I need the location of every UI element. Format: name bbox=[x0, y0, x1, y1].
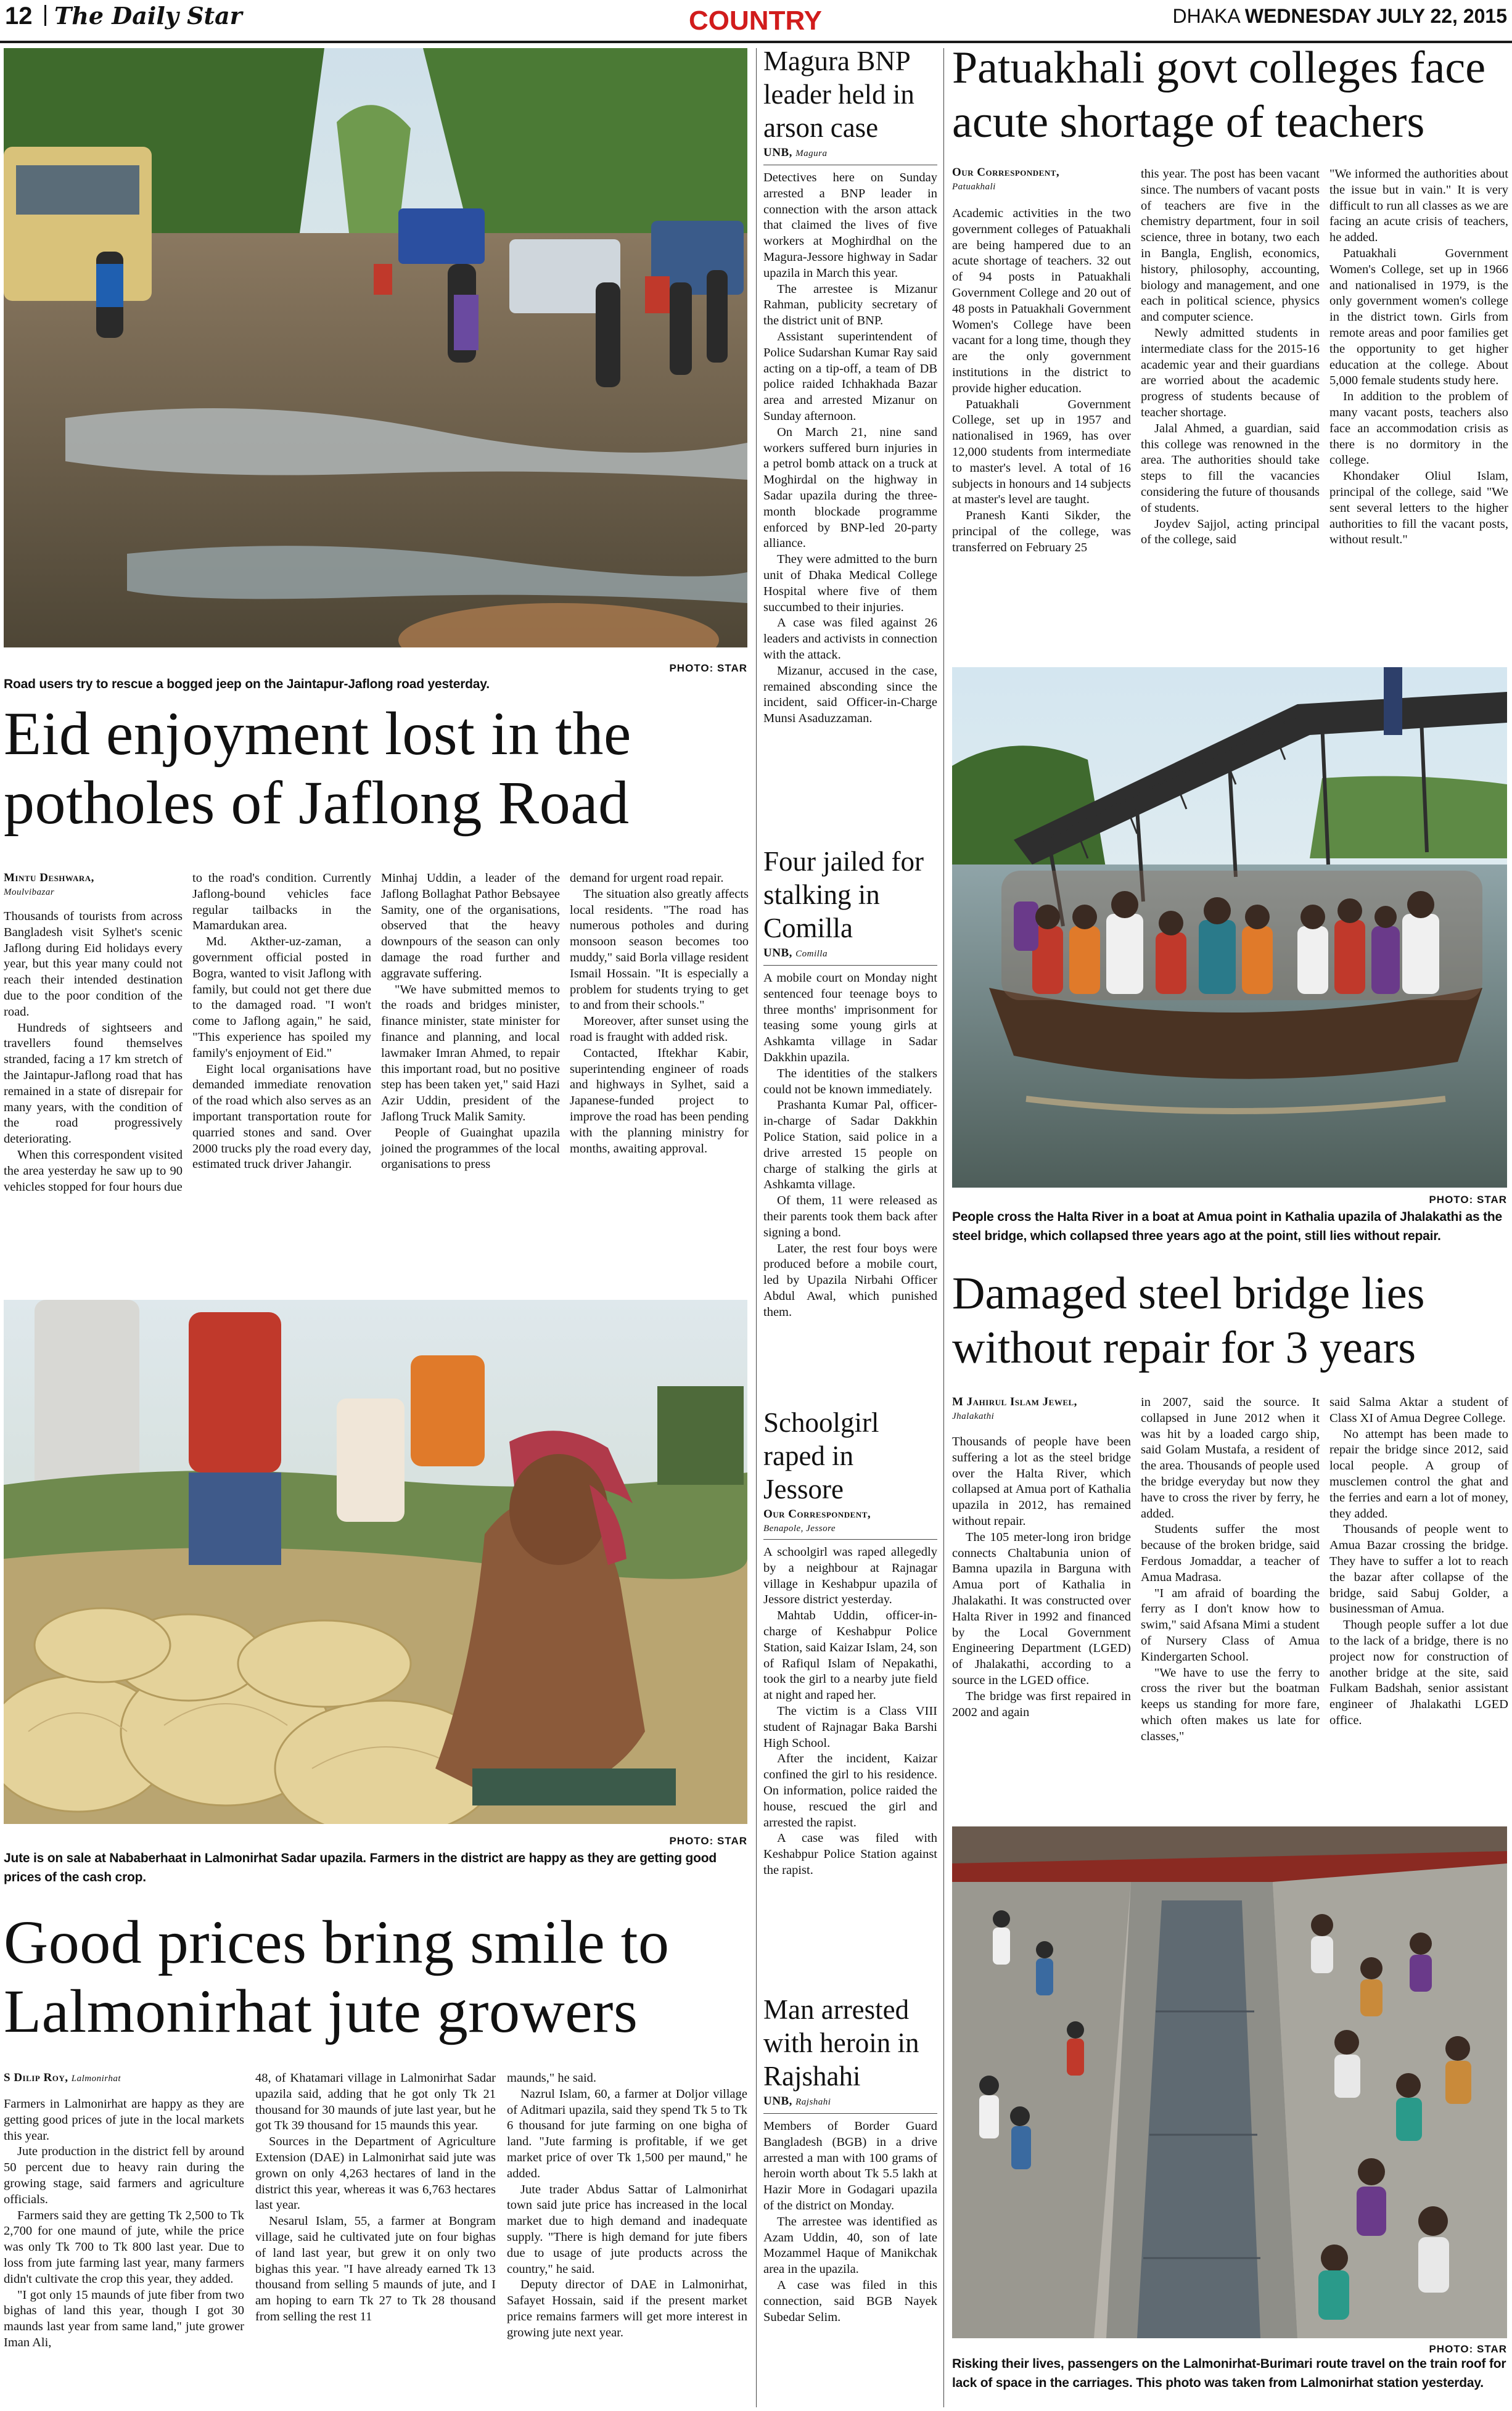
jute-col-3 bbox=[507, 2071, 747, 2341]
column-rule bbox=[943, 48, 944, 2407]
brief-byline-name: UNB, bbox=[763, 2095, 792, 2108]
paragraph: A case was filed with Keshabpur Police Station against the rapist. bbox=[763, 1831, 937, 1877]
paragraph: Joydev Sajjol, acting principal of the college, said bbox=[1141, 517, 1320, 547]
paragraph: Moreover, after sunset using the road is fraught with added risk. bbox=[570, 1014, 749, 1044]
brief-magura bbox=[763, 44, 937, 727]
brief-body bbox=[763, 2119, 937, 2325]
header-divider bbox=[44, 5, 46, 26]
paragraph: Khondaker Oliul Islam, principal of the college, said "We sent several letters to the higher authorities to fill the vacant posts, without result." bbox=[1329, 469, 1508, 547]
paragraph: Later, the rest four boys were produced before a mobile court, led by Upazila Nirbahi Officer Abdul Awal, which punished them. bbox=[763, 1241, 937, 1319]
patuakhali-byline-location: Patuakhali bbox=[952, 182, 996, 192]
brief-rule bbox=[763, 965, 937, 966]
jaflong-byline bbox=[4, 871, 183, 899]
paragraph: Deputy director of DAE in Lalmonirhat, Safayet Hossain, said if the present market price remains farmers will get more interest in growing jute next year. bbox=[507, 2278, 747, 2339]
brief-byline-location: Rajshahi bbox=[795, 2097, 831, 2107]
patuakhali-col-2 bbox=[1141, 166, 1320, 548]
patuakhali-byline bbox=[952, 165, 1131, 194]
brief-headline: Four jailed for stalking in Comilla bbox=[763, 846, 924, 943]
jute-byline bbox=[4, 2071, 244, 2086]
jaflong-road-image bbox=[4, 48, 747, 647]
dateline-city: DHAKA bbox=[1172, 5, 1239, 27]
brief-byline-location: Benapole, Jessore bbox=[763, 1524, 836, 1534]
brief-byline-name: Our Correspondent, bbox=[763, 1508, 871, 1521]
dateline-date: WEDNESDAY JULY 22, 2015 bbox=[1244, 5, 1507, 27]
paragraph: Detectives here on Sunday arrested a BNP leader in connection with the arson attack that claimed the lives of five workers at Moghirdhal on the Magura-Jessore highway in Sadar upazila in March this year. bbox=[763, 171, 937, 280]
paragraph: In addition to the problem of many vacant posts, teachers also face an accommodation crisis as there is no dormitory in the college. bbox=[1329, 390, 1508, 467]
paragraph: to the road's condition. Currently Jaflong-bound vehicles face regular tailbacks in the Mamardukan area. bbox=[192, 871, 371, 933]
brief-byline-location: Magura bbox=[795, 149, 828, 158]
page-header bbox=[0, 0, 1512, 43]
paragraph: The bridge was first repaired in 2002 and again bbox=[952, 1689, 1131, 1719]
brief-body bbox=[763, 1545, 937, 1879]
patuakhali-headline: Patuakhali govt colleges face acute shortage of teachers bbox=[952, 43, 1486, 147]
paragraph: People of Guainghat upazila joined the programmes of the local organisations to press bbox=[381, 1125, 560, 1172]
brief-headline: Schoolgirl raped in Jessore bbox=[763, 1407, 879, 1505]
paragraph: Jute trader Abdus Sattar of Lalmonirhat town said jute price has increased in the local market due to high demand and inadequate supply. "There is high demand for jute fibers due to usage of jute products across the country," he said. bbox=[507, 2182, 747, 2276]
jaflong-photo-credit: PHOTO: STAR bbox=[669, 662, 747, 674]
paragraph: Minhaj Uddin, a leader of the Jaflong Bollaghat Pathor Bebsayee Samity, one of the organisations, observed that the heavy downpours of the season can only damage the road further and aggravate suffering. bbox=[381, 871, 560, 980]
train-photo-credit: PHOTO: STAR bbox=[1429, 2343, 1507, 2355]
train-roof-photo bbox=[952, 1826, 1507, 2338]
paragraph: When this correspondent visited the area yesterday he saw up to 90 vehicles stopped for four hours due bbox=[4, 1148, 183, 1194]
brief-byline bbox=[763, 1507, 937, 1535]
dateline bbox=[1173, 2, 1508, 30]
paragraph: in 2007, said the source. It collapsed in June 2012 when it was hit by a loaded cargo ship, said Golam Mustafa, a resident of the area. Thousands of people used the bridge everyday but now they have to cross the river by ferry, he added. bbox=[1141, 1395, 1320, 1521]
patuakhali-col-3 bbox=[1329, 166, 1508, 548]
bridge-col-3 bbox=[1329, 1395, 1508, 1729]
paragraph: The 105 meter-long iron bridge connects Chaltabunia union of Bamna upazila in Barguna with Amua port of Kathalia in Jhalakathi. It was constructed over Halta River in 1992 and financed by the Local Government Engineering Department (LGED) of Jhalakathi, according to a source in the LGED office. bbox=[952, 1530, 1131, 1687]
section-title: COUNTRY bbox=[689, 6, 822, 36]
jute-photo-credit: PHOTO: STAR bbox=[669, 1835, 747, 1847]
brief-byline bbox=[763, 946, 937, 961]
brief-byline bbox=[763, 2094, 937, 2109]
jaflong-col-4 bbox=[570, 871, 749, 1157]
bridge-caption: People cross the Halta River in a boat at Amua point in Kathalia upazila of Jhalakathi as the steel bridge, which collapsed three years ago at the point, still lies without repair. bbox=[952, 1210, 1503, 1243]
paragraph: Farmers said they are getting Tk 2,500 to Tk 2,700 for one maund of jute, while the price was only Tk 700 to Tk 800 last year. Due to loss from jute farming last year, many farmers didn't cultivate the crop this year, they added. bbox=[4, 2208, 244, 2286]
paragraph: After the incident, Kaizar confined the girl to his residence. On information, police raided the house, rescued the girl and arrested the rapist. bbox=[763, 1752, 937, 1830]
patuakhali-byline-name: Our Correspondent, bbox=[952, 166, 1060, 179]
paragraph: Jute production in the district fell by around 50 percent due to heavy rain during the growing stage, said farmers and agriculture officials. bbox=[4, 2145, 244, 2206]
brief-body bbox=[763, 971, 937, 1321]
jute-headline: Good prices bring smile to Lalmonirhat jute growers bbox=[4, 1908, 670, 2045]
bridge-photo-credit: PHOTO: STAR bbox=[1429, 1194, 1507, 1206]
jaflong-headline: Eid enjoyment lost in the potholes of Jaflong Road bbox=[4, 699, 631, 837]
brief-byline-name: UNB, bbox=[763, 947, 792, 959]
paragraph: Hundreds of sightseers and travellers found themselves stranded, facing a 17 km stretch of the Jaintapur-Jaflong road that has remained in a state of disrepair for many years, with the condition of the road progressively deteriorating. bbox=[4, 1021, 183, 1146]
paragraph: Assistant superintendent of Police Sudarshan Kumar Ray said acting on a tip-off, a team of DB police raided Ichhakhada Bazar area and arrested Mizanur on Sunday afternoon. bbox=[763, 329, 937, 423]
jaflong-road-photo bbox=[4, 48, 747, 647]
jaflong-col-3 bbox=[381, 871, 560, 1173]
bridge-headline: Damaged steel bridge lies without repair for 3 years bbox=[952, 1268, 1425, 1373]
jaflong-byline-location: Moulvibazar bbox=[4, 887, 55, 897]
paragraph: this year. The post has been vacant since. The numbers of vacant posts of teachers are five in the chemistry department, four in soil science, three in botany, two each in Bangla, English, economics, history, philosophy, accounting, biology and management, and one each in political science, physics and computer science. bbox=[1141, 167, 1320, 324]
jute-caption: Jute is on sale at Nababerhaat in Lalmonirhat Sadar upazila. Farmers in the district are happy as they are getting good prices of the cash crop. bbox=[4, 1851, 717, 1884]
bridge-boat-photo bbox=[952, 667, 1507, 1188]
paragraph: Nesarul Islam, 55, a farmer at Bongram village, said he cultivated jute on four bighas of land last year, but grew it on only two bighas this year. "I have already earned Tk 13 thousand from selling 5 maunds of jute, and I am hoping to earn Tk 27 to Tk 28 thousand from selling the rest 11 bbox=[255, 2214, 496, 2323]
column-rule bbox=[756, 48, 757, 2407]
paragraph: "We have to use the ferry to cross the river but the boatman keeps us standing for more fare, which often makes us late for classes," bbox=[1141, 1666, 1320, 1743]
paragraph: "We informed the authorities about the issue but in vain." It is very difficult to run all classes as we are facing an acute crisis of teachers, he added. bbox=[1329, 167, 1508, 245]
paragraph: The victim is a Class VIII student of Rajnagar Baka Barshi High School. bbox=[763, 1704, 937, 1750]
brief-jessore bbox=[763, 1406, 937, 1879]
paragraph: Thousands of people went to Amua Bazar crossing the bridge. They have to suffer a lot to reach the bazar after collapse of the bridge, said Sabuj Golder, a businessman of Amua. bbox=[1329, 1522, 1508, 1616]
brief-comilla bbox=[763, 845, 937, 1321]
paragraph: Eight local organisations have demanded immediate renovation of the road which also serves as an important transportation route for quarried stones and sand. Over 2000 trucks ply the road every day, estimated truck driver Jahangir. bbox=[192, 1062, 371, 1172]
paragraph: demand for urgent road repair. bbox=[570, 871, 724, 885]
paragraph: They were admitted to the burn unit of Dhaka Medical College Hospital where five of them succumbed to their injuries. bbox=[763, 552, 937, 614]
paragraph: A mobile court on Monday night sentenced four teenage boys to three months' imprisonment for teasing some young girls at Ashkamta village in Sadar Dakkhin upazila. bbox=[763, 971, 937, 1064]
jute-market-image bbox=[4, 1300, 747, 1824]
brief-rajshahi bbox=[763, 1993, 937, 2325]
paragraph: Mahtab Uddin, officer-in-charge of Keshabpur Police Station, said Kaizar Islam, 24, son of Rafiqul Islam of Nepakathi, took the girl to a nearby jute field at night and raped her. bbox=[763, 1609, 937, 1702]
jute-byline-name: S Dilip Roy, bbox=[4, 2071, 68, 2084]
jaflong-col-2 bbox=[192, 871, 371, 1173]
paragraph: Farmers in Lalmonirhat are happy as they are getting good prices of jute in the local markets this year. bbox=[4, 2097, 244, 2143]
paragraph: Thousands of people have been suffering a lot as the steel bridge over the Halta River, which collapsed at Amua port of Kathalia upazila in 2012, has remained without repair. bbox=[952, 1435, 1131, 1528]
brief-byline-name: UNB, bbox=[763, 146, 792, 159]
paragraph: The identities of the stalkers could not be known immediately. bbox=[763, 1066, 937, 1096]
paragraph: Thousands of tourists from across Bangladesh visit Sylhet's scenic Jaflong during Eid holidays every year, but this year many could not reach their intended destination due to the poor condition of the road. bbox=[4, 910, 183, 1019]
jute-col-1 bbox=[4, 2097, 244, 2351]
bridge-byline bbox=[952, 1395, 1131, 1423]
paragraph: Mizanur, accused in the case, remained absconding since the incident, said Officer-in-Charge Munsi Asaduzzaman. bbox=[763, 663, 937, 726]
paragraph: Members of Border Guard Bangladesh (BGB) in a drive arrested a man with 100 grams of heroin worth about Tk 5.5 lakh at Hazir More in Godagari upazila of the district on Monday. bbox=[763, 2119, 937, 2212]
paragraph: Of them, 11 were released as their parents took them back after signing a bond. bbox=[763, 1194, 937, 1239]
paragraph: Though people suffer a lot due to the lack of a bridge, there is no project now for construction of another bridge at the site, said Fulkam Badshah, senior assistant engineer of Jhalakathi LGED office. bbox=[1329, 1618, 1508, 1727]
brief-rule bbox=[763, 1539, 937, 1540]
page-number: 12 bbox=[5, 2, 33, 30]
jute-market-photo bbox=[4, 1300, 747, 1824]
paragraph: 48, of Khatamari village in Lalmonirhat Sadar upazila said, adding that he got only Tk 21 thousand for 30 maunds of jute last year, but he got Tk 39 thousand for 15 maunds this year. bbox=[255, 2071, 496, 2133]
paragraph: Nazrul Islam, 60, a farmer at Doljor village of Aditmari upazila, said they spend Tk 5 to Tk 6 thousand for jute farming on one bigha of land. "Jute farming is profitable, if we get market price of over Tk 1,500 per maund," he added. bbox=[507, 2087, 747, 2180]
bridge-byline-name: M Jahirul Islam Jewel, bbox=[952, 1395, 1077, 1408]
bridge-col-2 bbox=[1141, 1395, 1320, 1745]
paragraph: The arrestee is Mizanur Rahman, publicity secretary of the district unit of BNP. bbox=[763, 282, 937, 328]
jute-col-2 bbox=[255, 2071, 496, 2325]
paragraph: Contacted, Iftekhar Kabir, superintending engineer of roads and highways in Sylhet, said a Japanese-funded project to improve the road has been pending with the planning ministry for months, awaiting approval. bbox=[570, 1046, 749, 1156]
paragraph: A schoolgirl was raped allegedly by a neighbour at Rajnagar village in Keshabpur upazila of Jessore district yesterday. bbox=[763, 1545, 937, 1607]
paragraph: "I got only 15 maunds of jute fiber from two bighas of land this year, though I got 30 maunds last year from same land," jute grower Iman Ali, bbox=[4, 2288, 244, 2349]
brief-byline bbox=[763, 146, 937, 161]
paragraph: maunds," he said. bbox=[507, 2071, 597, 2085]
brief-body bbox=[763, 170, 937, 727]
brief-headline: Man arrested with heroin in Rajshahi bbox=[763, 1994, 919, 2092]
paragraph: said Salma Aktar a student of Class XI of Amua Degree College. bbox=[1329, 1395, 1508, 1425]
paragraph: Md. Akther-uz-zaman, a government official posted in Bogra, wanted to visit Jaflong with family, but could not get there due to the damaged road. "I won't come to Jaflong again," he said, "This experience has spoiled my family's enjoyment of Eid." bbox=[192, 935, 371, 1060]
paragraph: A case was filed against 26 leaders and activists in connection with the attack. bbox=[763, 616, 937, 662]
bridge-byline-location: Jhalakathi bbox=[952, 1411, 995, 1421]
paragraph: "We have submitted memos to the roads and bridges minister, finance minister, state minister for finance and planning, and local lawmaker Imran Ahmed, to repair this important road, but no positive step has been taken yet," said Hazi Azir Uddin, president of the Jaflong Truck Malik Samity. bbox=[381, 982, 560, 1123]
paragraph: The arrestee was identified as Azam Uddin, 40, son of late Mozammel Haque of Manikchak area in the upazila. bbox=[763, 2214, 937, 2277]
paragraph: Sources in the Department of Agriculture Extension (DAE) in Lalmonirhat said jute was grown on only 4,263 hectares of land in the district this year, whereas it was 6,763 hectares last year. bbox=[255, 2135, 496, 2212]
bridge-boat-image bbox=[952, 667, 1507, 1188]
patuakhali-col-1 bbox=[952, 206, 1131, 556]
jaflong-col-1 bbox=[4, 909, 183, 1195]
bridge-col-1 bbox=[952, 1434, 1131, 1720]
paragraph: "I am afraid of boarding the ferry as I don't know how to swim," said Afsana Mimi a student of Nursery Class of Amua Kindergarten School. bbox=[1141, 1586, 1320, 1664]
paragraph: Patuakhali Government College, set up in 1957 and nationalised in 1969, has over 12,000 students from intermediate to master's level. A total of 16 subjects in honours and 14 subjects at master's level are taught. bbox=[952, 397, 1131, 507]
brief-rule bbox=[763, 2113, 937, 2114]
paragraph: Jalal Ahmed, a guardian, said this college was renowned in the area. The authorities should take steps to fill the vacancies considering the future of thousands of students. bbox=[1141, 421, 1320, 515]
paragraph: Students suffer the most because of the broken bridge, said Ferdous Jomaddar, a teacher of Amua Madrasa. bbox=[1141, 1522, 1320, 1584]
paragraph: The situation also greatly affects local residents. "The road has numerous potholes and during monsoon season becomes too muddy," said Borla village resident Ismail Hossain. "It is especially a problem for students trying to get to and from their schools." bbox=[570, 887, 749, 1012]
paragraph: Academic activities in the two government colleges of Patuakhali are being hampered due to an acute shortage of teachers. 32 out of 94 posts in Patuakhali Government College and 20 out of 48 posts in Patuakhali Government Women's College have been vacant for a long time, though they are the only government institutions in the district to provide higher education. bbox=[952, 207, 1131, 395]
paragraph: Prashanta Kumar Pal, officer-in-charge of Sadar Dakkhin Police Station, said police in a drive arrested 15 people on charge of stalking the girls at Ashkamta village. bbox=[763, 1098, 937, 1192]
brief-headline: Magura BNP leader held in arson case bbox=[763, 46, 914, 143]
train-roof-image bbox=[952, 1826, 1507, 2338]
jute-byline-location: Lalmonirhat bbox=[71, 2074, 121, 2084]
masthead: The Daily Star bbox=[54, 2, 242, 30]
brief-byline-location: Comilla bbox=[795, 949, 828, 959]
paragraph: Pranesh Kanti Sikder, the principal of the college, was transferred on February 25 bbox=[952, 509, 1131, 554]
paragraph: A case was filed in this connection, said BGB Nayek Subedar Selim. bbox=[763, 2278, 937, 2324]
paragraph: Patuakhali Government Women's College, set up in 1966 and nationalised in 1979, is the only government women's college in the district town. Girls from remote areas and poor families get the opportunity to get higher education at the college. About 5,000 female students study here. bbox=[1329, 246, 1508, 388]
paragraph: Newly admitted students in intermediate class for the 2015-16 academic year and their guardians are worried about the academic progress of students because of teacher shortage. bbox=[1141, 326, 1320, 419]
paragraph: No attempt has been made to repair the bridge since 2012, said local people. A group of musclemen control the ghat and the ferries and earn a lot of money, they added. bbox=[1329, 1427, 1508, 1521]
jaflong-caption: Road users try to rescue a bogged jeep on the Jaintapur-Jaflong road yesterday. bbox=[4, 677, 490, 691]
jaflong-byline-name: Mintu Deshwara, bbox=[4, 871, 94, 884]
train-caption: Risking their lives, passengers on the Lalmonirhat-Burimari route travel on the train roof for lack of space in the carriages. This photo was taken from Lalmonirhat station yesterday. bbox=[952, 2357, 1506, 2390]
paragraph: On March 21, nine sand workers suffered burn injuries in a petrol bomb attack on a truck at Moghirdal on the highway in Sadar upazila during the three-month blockade programme enforced by BNP-led 20-party alliance. bbox=[763, 425, 937, 551]
